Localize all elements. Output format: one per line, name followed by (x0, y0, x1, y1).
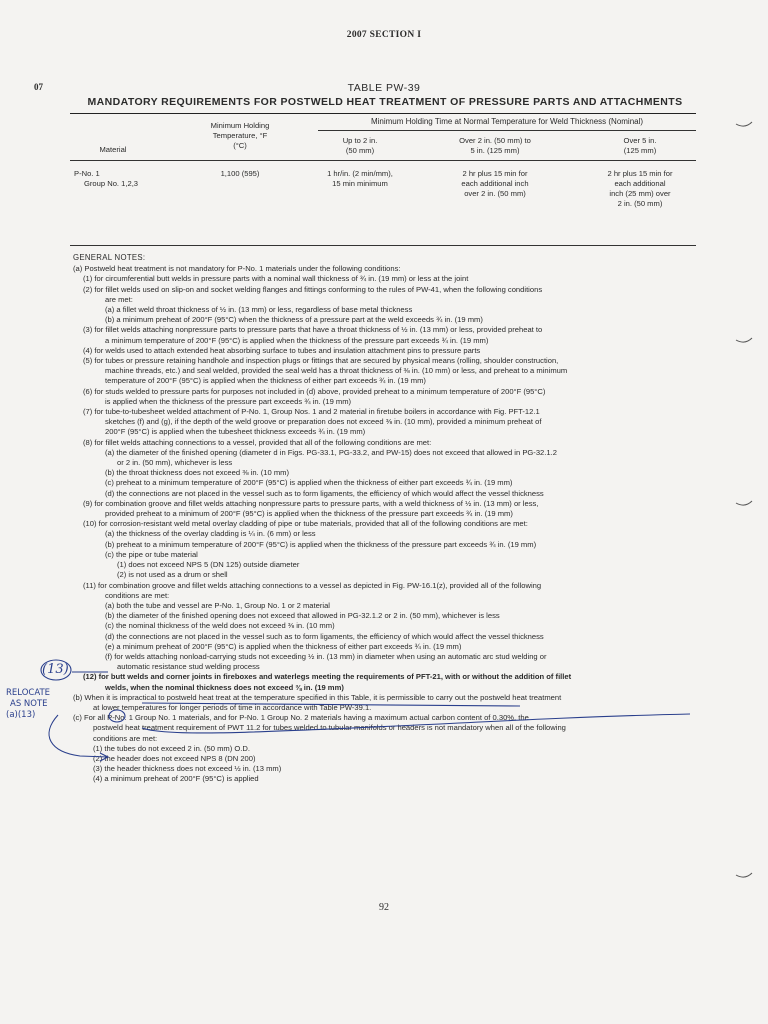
col-over5-header: Over 5 in. (125 mm) (623, 136, 657, 155)
header-bottom-rule (70, 160, 696, 161)
table-number: TABLE PW-39 (347, 82, 421, 94)
note-line: (7) for tube-to-tubesheet welded attachment of P-No. 1, Group Nos. 1 and 2 material in firetube boilers in accordance with Fig. PFT-12.1 (83, 407, 540, 417)
note-line: 200°F (95°C) is applied when the tubesheet thickness exceeds ¾ in. (19 mm) (105, 427, 366, 437)
margin-tick-4 (736, 873, 752, 877)
row-material: P-No. 1 Group No. 1,2,3 (74, 169, 139, 188)
margin-tick-2 (736, 338, 752, 342)
note-line: are met: (105, 294, 133, 304)
note-line: (2) the header does not exceed NPS 8 (DN 200) (93, 753, 256, 763)
note-line: temperature of 200°F (95°C) is applied when the thickness of either part exceeds ¾ in. (19 mm) (105, 376, 426, 386)
row-2to5: 2 hr plus 15 min for each additional inch over 2 in. (50 mm) (461, 169, 529, 198)
note-line: conditions are met: (105, 590, 170, 600)
note-line: (b) preheat to a minimum temperature of 200°F (95°C) is applied when the thickness of the pressure part exceeds ¾ in. (19 mm) (105, 539, 537, 549)
note-line: (12) for butt welds and corner joints in fireboxes and waterlegs meeting the requirements of PFT-21, with or without the addition of fillet (83, 672, 572, 682)
note-line: (11) for combination groove and fillet welds attaching connections to a vessel as depicted in Fig. PW-16.1(z), provided all of the following (83, 580, 542, 590)
handwritten-relocate-note: RELOCATE AS NOTE (a)(13) (6, 688, 51, 720)
notes-heading: GENERAL NOTES: (73, 253, 146, 262)
note-line: (a) a fillet weld throat thickness of ½ in. (13 mm) or less, regardless of base metal thickness (105, 305, 413, 315)
general-notes (73, 253, 698, 785)
note-line: (9) for combination groove and fillet welds attaching nonpressure parts to pressure parts, with a weld thickness of ½ in. (13 mm) or less, (83, 498, 539, 508)
note-line: (5) for tubes or pressure retaining handhole and inspection plugs or fittings that are secured by physical means (rolling, shoulder construction, (83, 356, 559, 366)
note-line: sketches (f) and (g), if the depth of the weld groove or preparation does not exceed ⅜ in. (10 mm), provided a minimum preheat of (105, 417, 542, 427)
note-line: automatic resistance stud welding process (117, 662, 260, 672)
note-line: a minimum temperature of 200°F (95°C) is applied when the thickness of the pressure part exceeds ¾ in. (19 mm) (105, 335, 489, 345)
note-line: (b) a minimum preheat of 200°F (95°C) when the thickness of a pressure part at the weld exceeds ¾ in. (19 mm) (105, 315, 483, 325)
note-line: (c) the nominal thickness of the weld does not exceed ⅜ in. (10 mm) (105, 621, 335, 631)
note-line: (b) the throat thickness does not exceed ⅜ in. (10 mm) (105, 468, 290, 478)
row-over5: 2 hr plus 15 min for each additional inch (25 mm) over 2 in. (50 mm) (607, 169, 673, 208)
note-line: provided preheat to a minimum of 200°F (95°C) is applied when the thickness of the pressure part exceeds ¾ in. (19 mm) (105, 509, 513, 519)
note-line: (b) When it is impractical to postweld heat treat at the temperature specified in this Table, it is permissible to carry out the postweld heat treatment (73, 692, 562, 702)
table-bottom-rule (70, 245, 696, 246)
note-line: (2) is not used as a drum or shell (117, 570, 228, 580)
note-line: (a) Postweld heat treatment is not mandatory for P-No. 1 materials under the following conditions: (73, 264, 401, 274)
group-header: Minimum Holding Time at Normal Temperature for Weld Thickness (Nominal) (370, 117, 644, 126)
note-line: (c) preheat to a minimum temperature of 200°F (95°C) is applied when the thickness of either part exceeds ¾ in. (19 mm) (105, 478, 513, 488)
col-upto2-header: Up to 2 in. (50 mm) (342, 136, 378, 155)
note-line: (d) the connections are not placed in the vessel such as to form ligaments, the efficiency of which would affect the vessel thickness (105, 631, 544, 641)
note-line: (3) for fillet welds attaching nonpressure parts to pressure parts that have a throat thickness of ½ in. (13 mm) or less, provided preheat to (83, 325, 543, 335)
col-2to5-header: Over 2 in. (50 mm) to 5 in. (125 mm) (459, 136, 531, 155)
section-header: 2007 SECTION I (346, 30, 422, 40)
note-line: (d) the connections are not placed in the vessel such as to form ligaments, the efficiency of which would affect the vessel thickness (105, 488, 544, 498)
note-line: (e) a minimum preheat of 200°F (95°C) is applied when the thickness of either part exceeds ¾ in. (19 mm) (105, 641, 462, 651)
note-line: or 2 in. (50 mm), whichever is less (117, 458, 233, 468)
note-line: machine threads, etc.) and seal welded, provided the seal weld has a throat thickness of ⅜ in. (10 mm) or less, and preheat to a minimum (105, 366, 568, 376)
margin-tick-3 (736, 501, 752, 505)
notes-lines (73, 264, 698, 784)
note-line: (4) a minimum preheat of 200°F (95°C) is applied (93, 774, 259, 784)
margin-tick-1 (736, 122, 752, 126)
note-line: (6) for studs welded to pressure parts for purposes not included in (d) above, provided preheat to a minimum temperature of 200°F (95°C) (83, 386, 546, 396)
margin-edition-mark: 07 (34, 82, 43, 92)
col-temp-header: Minimum Holding Temperature, °F (°C) (210, 121, 270, 150)
row-upto2: 1 hr/in. (2 min/mm), 15 min minimum (327, 169, 393, 188)
group-header-rule (318, 130, 696, 131)
note-line: conditions are met: (93, 733, 158, 743)
note-line: at lower temperatures for longer periods of time in accordance with Table PW-39.1. (93, 702, 372, 712)
note-line: (f) for welds attaching nonload-carrying studs not exceeding ½ in. (13 mm) in diameter when using an automatic arc stud welding or (105, 651, 547, 661)
note-line: (a) the diameter of the finished opening (diameter d in Figs. PG-33.1, PG-33.2, and PW-15) does not exceed that allowed in PG-32.1.2 (105, 447, 557, 457)
note-line: (2) for fillet welds used on slip-on and socket welding flanges and fittings conforming to the rules of PW-41, when the following conditions (83, 284, 543, 294)
row-temp: 1,100 (595) (220, 169, 260, 178)
note-line: (8) for fillet welds attaching connections to a vessel, provided that all of the following conditions are met: (83, 437, 432, 447)
note-line: (c) For all P-No. 1 Group No. 1 materials, and for P-No. 1 Group No. 2 materials having a maximum actual carbon content of 0.30%, the (73, 713, 529, 723)
handwritten-circled-number: (13) (42, 662, 69, 677)
note-line: welds, when the nominal thickness does not exceed ⅜ in. (19 mm) (105, 682, 344, 692)
note-line: (1) does not exceed NPS 5 (DN 125) outside diameter (117, 560, 300, 570)
note-line: (1) for circumferential butt welds in pressure parts with a nominal wall thickness of ¾ in. (19 mm) or less at the joint (83, 274, 469, 284)
note-line: postweld heat treatment requirement of PWT 11.2 for tubes welded to tubular manifolds or headers is not mandatory when all of the following (93, 723, 566, 733)
col-material-header: Material (99, 145, 127, 154)
note-line: (c) the pipe or tube material (105, 549, 198, 559)
note-line: (10) for corrosion-resistant weld metal overlay cladding of pipe or tube materials, provided that all of the following conditions are met: (83, 519, 528, 529)
table-top-rule (70, 113, 696, 114)
note-line: is applied when the thickness of the pressure part exceeds ¾ in. (19 mm) (105, 396, 352, 406)
note-line: (1) the tubes do not exceed 2 in. (50 mm) O.D. (93, 743, 251, 753)
note-line: (3) the header thickness does not exceed ½ in. (13 mm) (93, 764, 282, 774)
note-line: (4) for welds used to attach extended heat absorbing surface to tubes and insulation attachment pins to pressure parts (83, 345, 481, 355)
table-title: MANDATORY REQUIREMENTS FOR POSTWELD HEAT TREATMENT OF PRESSURE PARTS AND ATTACHMENTS (87, 96, 683, 108)
note-line: (b) the diameter of the finished opening does not exceed that allowed in PG-32.1.2 or 2 in. (50 mm), whichever is less (105, 611, 500, 621)
note-line: (a) both the tube and vessel are P-No. 1, Group No. 1 or 2 material (105, 600, 330, 610)
page-number: 92 (379, 902, 389, 913)
note-line: (a) the thickness of the overlay cladding is ¼ in. (6 mm) or less (105, 529, 316, 539)
